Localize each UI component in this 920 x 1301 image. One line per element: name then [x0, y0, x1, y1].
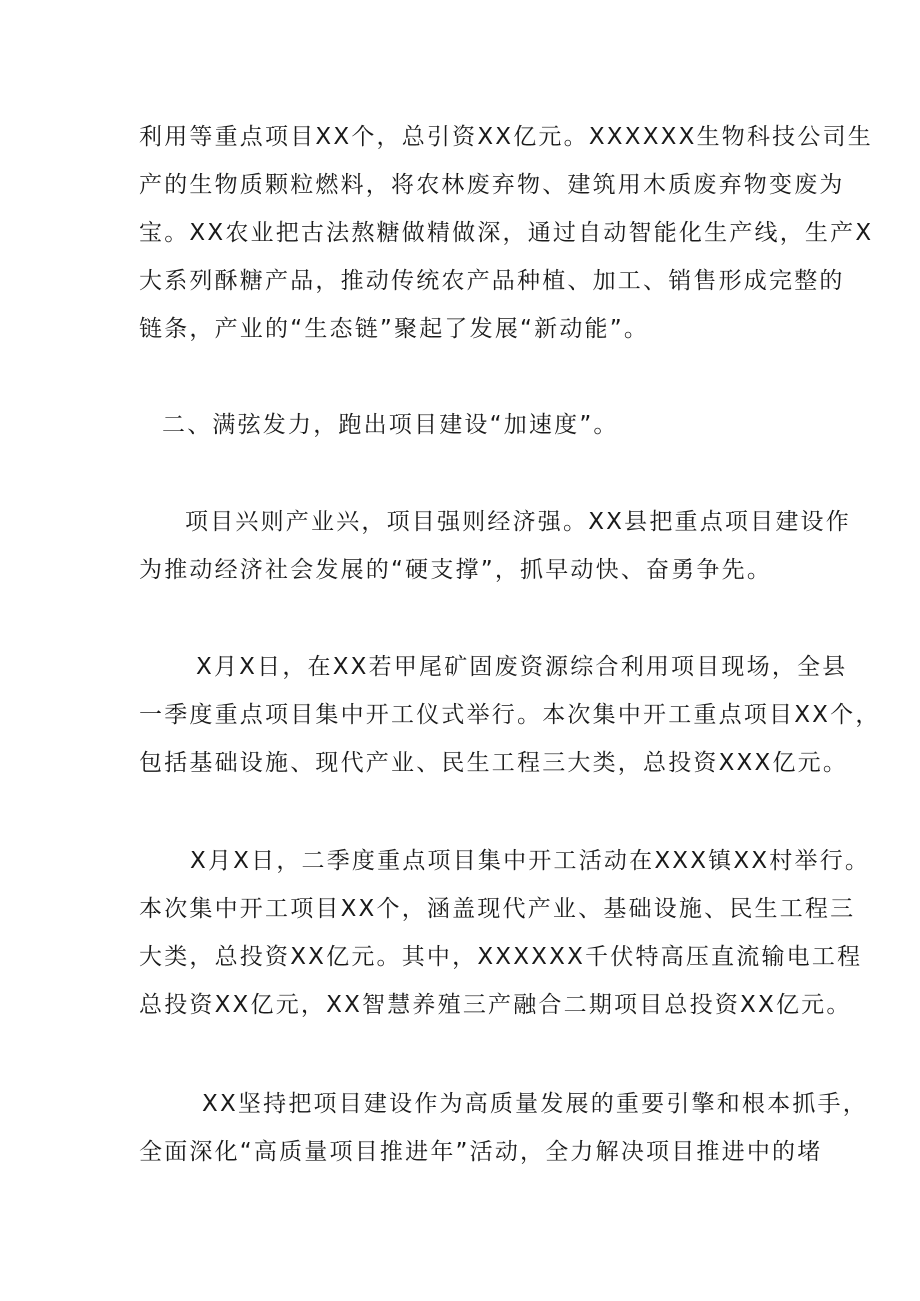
paragraph-line: 总投资XX亿元，XX智慧养殖三产融合二期项目总投资XX亿元。: [139, 992, 852, 1018]
paragraph-line: 包括基础设施、现代产业、民生工程三大类，总投资XXX亿元。: [139, 750, 849, 776]
paragraph-line: 利用等重点项目XX个，总引资XX亿元。XXXXXX生物科技公司生: [139, 124, 873, 150]
paragraph-line: 宝。XX农业把古法熬糖做精做深，通过自动智能化生产线，生产X: [139, 220, 874, 246]
paragraph-line: 本次集中开工项目XX个，涵盖现代产业、基础设施、民生工程三: [139, 896, 856, 922]
paragraph-line: 大类，总投资XX亿元。其中，XXXXXX千伏特高压直流输电工程: [139, 944, 863, 970]
paragraph-line: 一季度重点项目集中开工仪式举行。本次集中开工重点项目XX个，: [139, 702, 881, 728]
paragraph-line: 为推动经济社会发展的“硬支撑”，抓早动快、奋勇争先。: [139, 557, 773, 583]
paragraph-line: 链条，产业的“生态链”聚起了发展“新动能”。: [139, 316, 650, 342]
paragraph-line: X月X日，在XX若甲尾矿固废资源综合利用项目现场，全县: [196, 654, 848, 680]
paragraph-line: XX坚持把项目建设作为高质量发展的重要引擎和根本抓手，: [202, 1091, 868, 1117]
paragraph-line: 项目兴则产业兴，项目强则经济强。XX县把重点项目建设作: [185, 509, 851, 535]
paragraph-line: 全面深化“高质量项目推进年”活动，全力解决项目推进中的堵: [139, 1139, 823, 1165]
section-heading: 二、满弦发力，跑出项目建设“加速度”。: [162, 412, 619, 438]
paragraph-line: 产的生物质颗粒燃料，将农林废弃物、建筑用木质废弃物变废为: [139, 172, 845, 198]
paragraph-line: 大系列酥糖产品，推动传统农产品种植、加工、销售形成完整的: [139, 268, 845, 294]
paragraph-line: X月X日，二季度重点项目集中开工活动在XXX镇XX村举行。: [190, 848, 871, 874]
